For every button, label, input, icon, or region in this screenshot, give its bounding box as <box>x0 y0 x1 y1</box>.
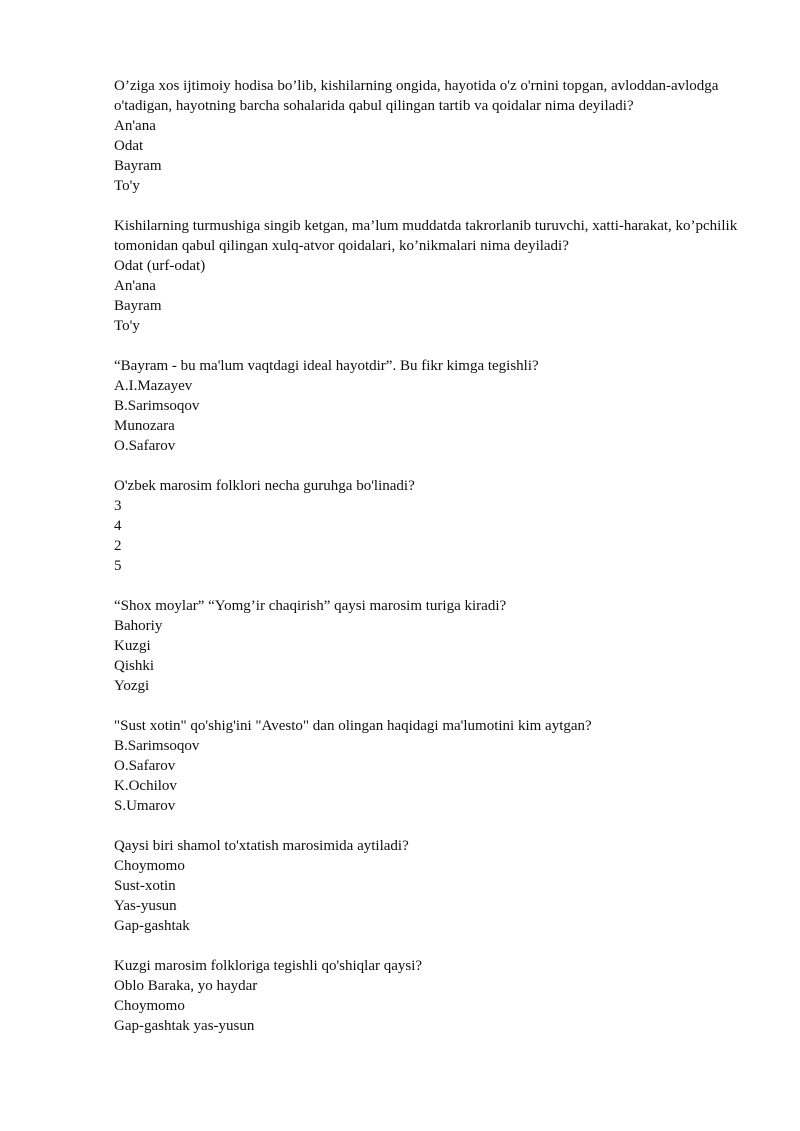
question-block-1 <box>114 76 754 196</box>
document-page <box>114 76 754 1056</box>
answer-option: S.Umarov <box>114 798 176 814</box>
answer-option: Yozgi <box>114 678 150 694</box>
answer-option: 5 <box>114 558 122 574</box>
answer-option: An'ana <box>114 118 156 134</box>
answer-option: Sust-xotin <box>114 878 176 894</box>
question-text: Kishilarning turmushiga singib ketgan, ma’lum muddatda takrorlanib turuvchi, xatti-harakat, ko’pchilik tomonidan qabul qilingan xulq-atvor qoidalari, ko’nikmalari nima deyiladi? <box>114 218 738 254</box>
answer-option: Choymomo <box>114 998 185 1014</box>
answer-option: 4 <box>114 518 122 534</box>
answer-option: B.Sarimsoqov <box>114 738 200 754</box>
answer-option: Munozara <box>114 418 175 434</box>
question-block-6 <box>114 716 754 816</box>
question-block-7 <box>114 836 754 936</box>
question-block-5 <box>114 596 754 696</box>
answer-option: A.I.Mazayev <box>114 378 193 394</box>
answer-option: K.Ochilov <box>114 778 177 794</box>
question-text: Qaysi biri shamol to'xtatish marosimida aytiladi? <box>114 838 409 854</box>
answer-option: Gap-gashtak <box>114 918 190 934</box>
answer-option: Kuzgi <box>114 638 151 654</box>
answer-option: Qishki <box>114 658 155 674</box>
answer-option: Bahoriy <box>114 618 163 634</box>
answer-option: Choymomo <box>114 858 185 874</box>
answer-option: O.Safarov <box>114 438 176 454</box>
answer-option: Odat (urf-odat) <box>114 258 206 274</box>
answer-option: O.Safarov <box>114 758 176 774</box>
answer-option: B.Sarimsoqov <box>114 398 200 414</box>
question-text: O’ziga xos ijtimoiy hodisa bo’lib, kishilarning ongida, hayotida o'z o'rnini topgan, avloddan-avlodga o'tadigan, hayotning barcha sohalarida qabul qilingan tartib va qoidalar nima deyiladi? <box>114 78 719 114</box>
question-block-4 <box>114 476 754 576</box>
question-text: "Sust xotin" qo'shig'ini "Avesto" dan olingan haqidagi ma'lumotini kim aytgan? <box>114 718 592 734</box>
answer-option: 3 <box>114 498 122 514</box>
answer-option: Gap-gashtak yas-yusun <box>114 1018 255 1034</box>
answer-option: To'y <box>114 178 140 194</box>
question-block-2 <box>114 216 754 336</box>
answer-option: To'y <box>114 318 140 334</box>
question-block-3 <box>114 356 754 456</box>
answer-option: An'ana <box>114 278 156 294</box>
answer-option: Odat <box>114 138 144 154</box>
answer-option: 2 <box>114 538 122 554</box>
answer-option: Bayram <box>114 158 162 174</box>
answer-option: Oblo Baraka, yo haydar <box>114 978 258 994</box>
answer-option: Bayram <box>114 298 162 314</box>
question-text: “Bayram - bu ma'lum vaqtdagi ideal hayotdir”. Bu fikr kimga tegishli? <box>114 358 539 374</box>
question-block-8 <box>114 956 754 1036</box>
question-text: “Shox moylar” “Yomg’ir chaqirish” qaysi marosim turiga kiradi? <box>114 598 507 614</box>
question-text: O'zbek marosim folklori necha guruhga bo'linadi? <box>114 478 415 494</box>
question-text: Kuzgi marosim folkloriga tegishli qo'shiqlar qaysi? <box>114 958 423 974</box>
answer-option: Yas-yusun <box>114 898 177 914</box>
